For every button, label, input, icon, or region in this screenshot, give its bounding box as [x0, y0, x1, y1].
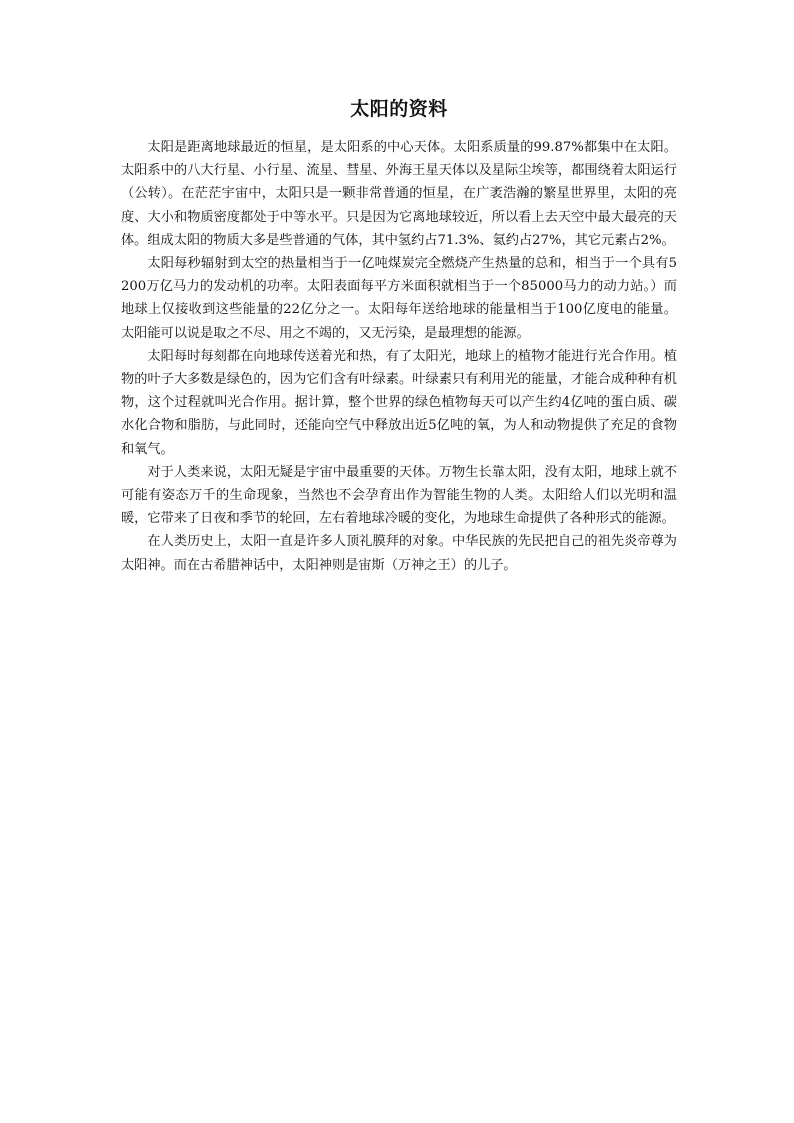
paragraph-photosynthesis: 太阳每时每刻都在向地球传送着光和热，有了太阳光，地球上的植物才能进行光合作用。植物的叶子大多数是绿色的，因为它们含有叶绿素。叶绿素只有利用光的能量，才能合成种种有机物，这个过程就叫光合作用。据计算，整个世界的绿色植物每天可以产生约4亿吨的蛋白质、碳水化合物和脂肪，与此同时，还能向空气中释放出近5亿吨的氧，为人和动物提供了充足的食物和氧气。: [121, 348, 677, 457]
paragraph-sun-overview: 太阳是距离地球最近的恒星，是太阳系的中心天体。太阳系质量的99.87%都集中在太阳。太阳系中的八大行星、小行星、流星、彗星、外海王星天体以及星际尘埃等，都围绕着太阳运行（公转）。在茫茫宇宙中，太阳只是一颗非常普通的恒星，在广袤浩瀚的繁星世界里，太阳的亮度、大小和物质密度都处于中等水平。只是因为它离地球较近，所以看上去天空中最大最亮的天体。组成太阳的物质大多是些普通的气体，其中氢约占71.3%、氦约占27%，其它元素占2%。: [121, 140, 677, 248]
document-title: 太阳的资料: [350, 98, 448, 120]
paragraph-solar-energy: 太阳每秒辐射到太空的热量相当于一亿吨煤炭完全燃烧产生热量的总和，相当于一个具有5200万亿马力的发动机的功率。太阳表面每平方米面积就相当于一个85000马力的动力站。）而地球上仅接收到这些能量的22亿分之一。太阳每年送给地球的能量相当于100亿度电的能量。太阳能可以说是取之不尽、用之不竭的，又无污染，是最理想的能源。: [121, 256, 677, 341]
paragraph-importance-to-humans: 对于人类来说，太阳无疑是宇宙中最重要的天体。万物生长靠太阳，没有太阳，地球上就不可能有姿态万千的生命现象，当然也不会孕育出作为智能生物的人类。太阳给人们以光明和温暖，它带来了日夜和季节的轮回，左右着地球冷暖的变化，为地球生命提供了各种形式的能源。: [121, 464, 677, 527]
document-page: [121, 96, 677, 577]
paragraph-history-and-myth: 在人类历史上，太阳一直是许多人顶礼膜拜的对象。中华民族的先民把自己的祖先炎帝尊为太阳神。而在古希腊神话中，太阳神则是宙斯（万神之王）的儿子。: [121, 534, 677, 573]
